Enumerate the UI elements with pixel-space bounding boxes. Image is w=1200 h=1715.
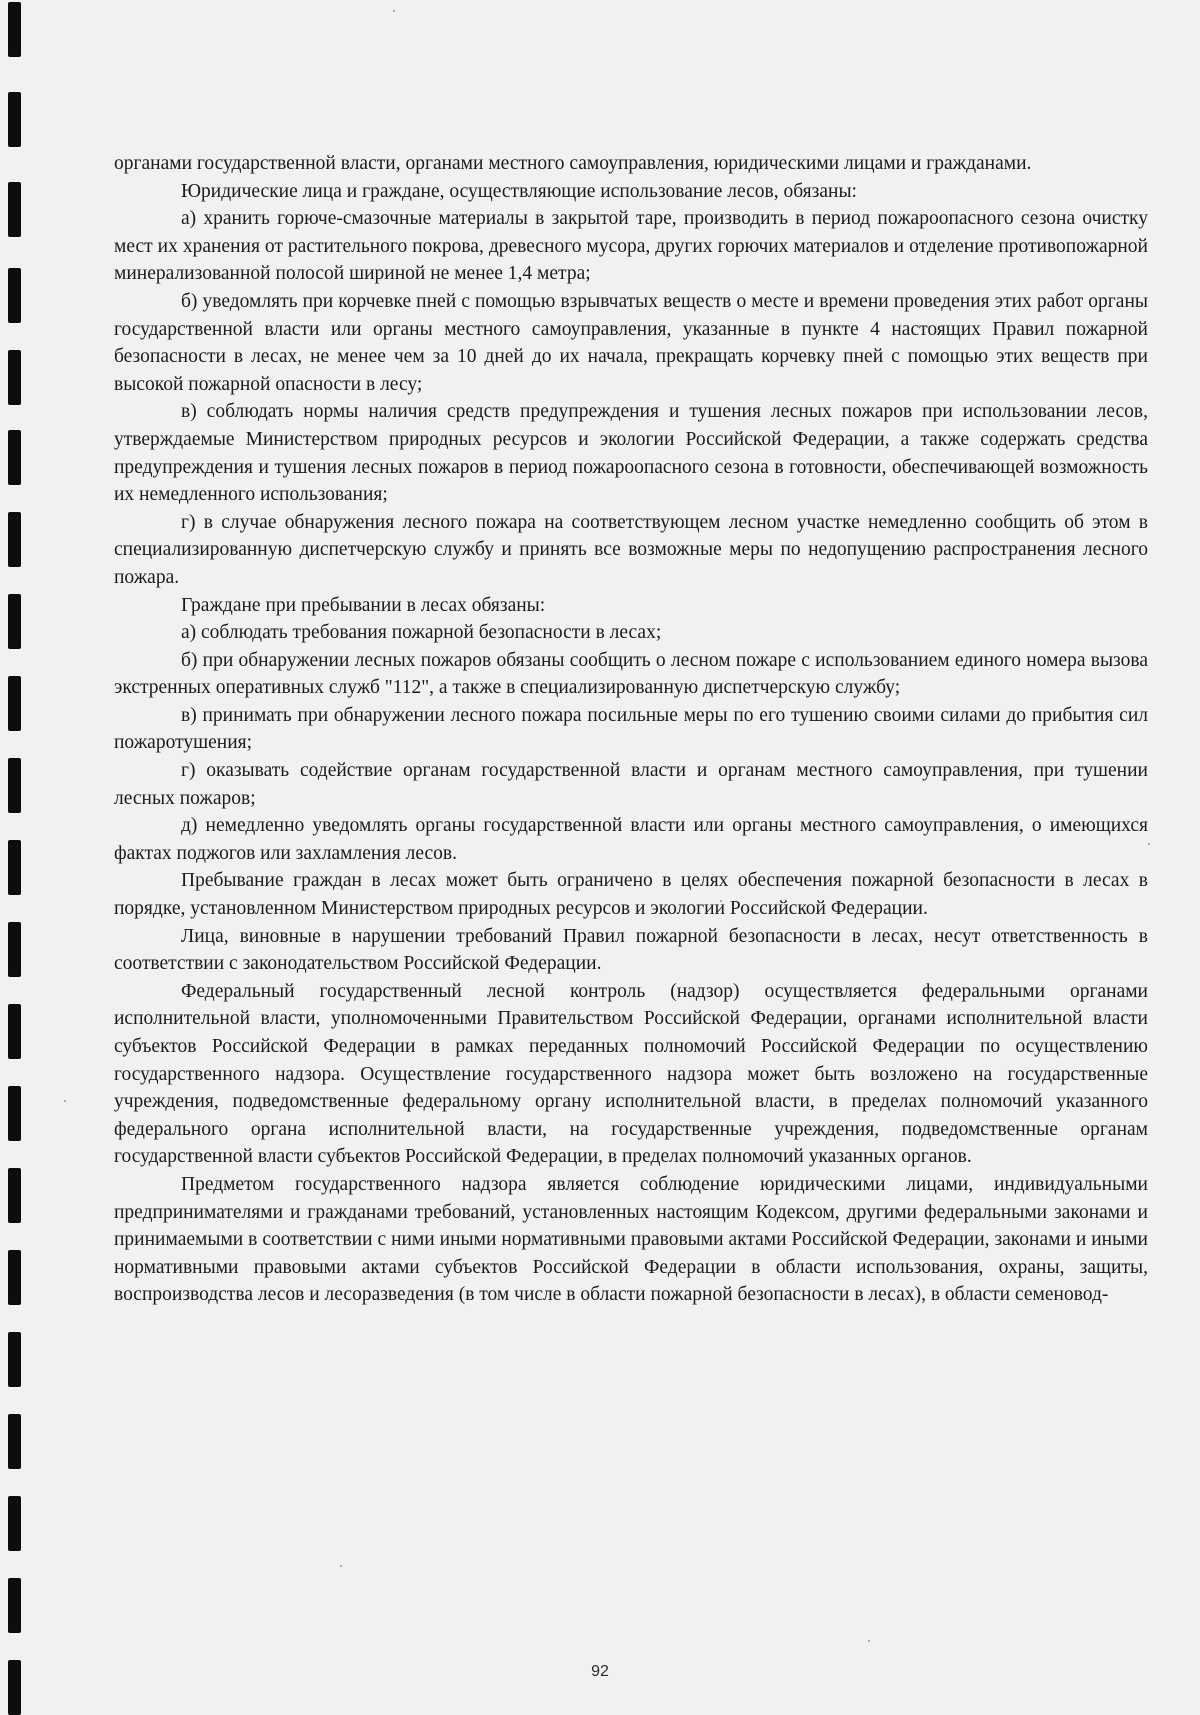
binding-hole [8,1086,21,1141]
list-item: б) уведомлять при корчевке пней с помощью взрывчатых веществ о месте и времени проведения этих работ органы государственной власти или органы местного самоуправления, указанные в пункте 4 настоящих Правил пожарной безопасности в лесах, не менее чем за 10 дней до их начала, прекращать корчевку пней с помощью этих веществ при высокой пожарной опасности в лесу; [114,290,1148,395]
list-item: а) соблюдать требования пожарной безопасности в лесах; [181,622,662,644]
binding-hole [8,594,21,649]
binding-hole [8,1332,21,1387]
scan-speck [64,1100,66,1102]
paragraph: Граждане при пребывании в лесах обязаны: [181,594,546,616]
scan-speck [868,1640,870,1642]
binding-hole [8,268,21,323]
binding-hole [8,840,21,895]
binding-hole [8,922,21,977]
list-item: а) хранить горюче-смазочные материалы в закрытой таре, производить в период пожароопасного сезона очистку мест их хранения от растительного покрова, древесного мусора, других горючих материалов и отделение противопожарной минерализованной полосой шириной не менее 1,4 метра; [114,208,1148,285]
page-number: 92 [591,1663,609,1680]
list-item: д) немедленно уведомлять органы государственной власти или органы местного самоуправления, о имеющихся фактах поджогов или захламления лесов. [114,815,1148,864]
scan-speck [393,10,395,12]
paragraph: Лица, виновные в нарушении требований Правил пожарной безопасности в лесах, несут ответственность в соответствии с законодательством Российской Федерации. [114,925,1148,975]
paragraph: Предметом государственного надзора является соблюдение юридическими лицами, индивидуальными предпринимателями и гражданами требований, установленных настоящим Кодексом, другими федеральными законами и принимаемыми в соответствии с ними иными нормативными правовыми актами Российской Федерации, законами и иными нормативными правовыми актами субъектов Российской Федерации в области использования, охраны, защиты, воспроизводства лесов и лесоразведения (в том числе в области пожарной безопасности в лесах), в области семеновод- [114,1173,1148,1306]
paragraph: Пребывание граждан в лесах может быть ограничено в целях обеспечения пожарной безопасности в лесах в порядке, установленном Министерством природных ресурсов и экологии Российской Федерации. [114,870,1148,920]
binding-hole [8,182,21,237]
list-item: г) в случае обнаружения лесного пожара на соответствующем лесном участке немедленно сообщить об этом в специализированную диспетчерскую службу и принять все возможные меры по недопущению распространения лесного пожара. [114,511,1148,588]
binding-hole [8,676,21,731]
list-item: в) соблюдать нормы наличия средств предупреждения и тушения лесных пожаров при использовании лесов, утверждаемые Министерством природных ресурсов и экологии Российской Федерации, а также содержать средства предупреждения и тушения лесных пожаров в период пожароопасного сезона в готовности, обеспечивающей возможность их немедленного использования; [114,401,1148,506]
paragraph: Федеральный государственный лесной контроль (надзор) осуществляется федеральными органами исполнительной власти, уполномоченными Правительством Российской Федерации, органами исполнительной власти субъектов Российской Федерации в рамках переданных полномочий Российской Федерации по осуществлению государственного надзора. Осуществление государственного надзора может быть возложено на государственные учреждения, подведомственные федеральному органу исполнительной власти, в пределах полномочий указанного федерального органа исполнительной власти, на государственные учреждения, подведомственные органам государственной власти субъектов Российской Федерации, в пределах полномочий указанных органов. [114,980,1148,1168]
paragraph: органами государственной власти, органами местного самоуправления, юридическими лицами и гражданами. [114,153,1032,174]
list-item: г) оказывать содействие органам государственной власти и органам местного самоуправления, при тушении лесных пожаров; [114,760,1148,809]
list-item: б) при обнаружении лесных пожаров обязаны сообщить о лесном пожаре с использованием единого номера вызова экстренных оперативных служб "112", а также в специализированную диспетчерскую службу; [114,649,1148,699]
scan-speck [1148,843,1150,845]
binding-hole [8,92,21,147]
binding-hole [8,1004,21,1059]
binding-hole [8,1496,21,1551]
binding-hole [8,1578,21,1633]
document-body [114,150,1148,1309]
binding-hole [8,1168,21,1223]
scan-speck [340,1565,342,1567]
binding-hole [8,1414,21,1469]
list-item: в) принимать при обнаружении лесного пожара посильные меры по его тушению своими силами до прибытия сил пожаротушения; [114,704,1148,754]
paragraph: Юридические лица и граждане, осуществляющие использование лесов, обязаны: [181,180,857,202]
binding-holes [0,0,40,1710]
binding-hole [8,512,21,567]
binding-hole [8,430,21,485]
binding-hole [8,758,21,813]
binding-hole [8,350,21,405]
binding-hole [8,1250,21,1305]
binding-hole [8,2,21,57]
